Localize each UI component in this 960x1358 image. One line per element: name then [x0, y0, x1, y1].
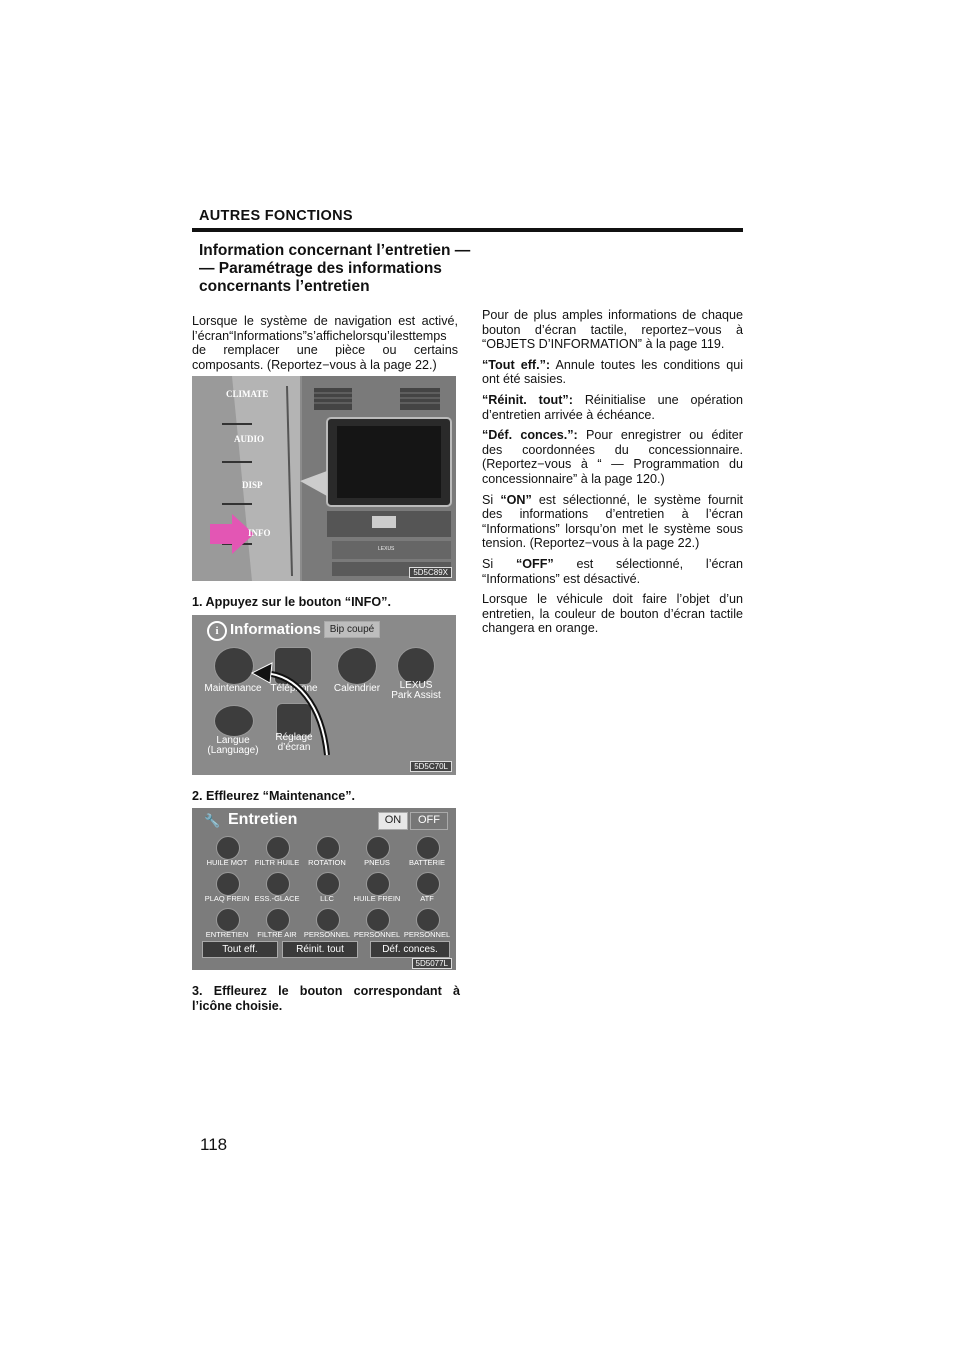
telephone-label: Téléphone — [270, 683, 318, 694]
dashboard-photo — [192, 376, 456, 581]
right-paragraph-2 — [482, 358, 743, 387]
right-paragraph-4 — [482, 428, 743, 486]
label-batterie: BATTERIE — [408, 858, 446, 867]
step-1: 1. Appuyez sur le bouton “INFO”. — [192, 595, 391, 609]
disp-button[interactable]: DISP — [242, 480, 263, 490]
maintenance-label: Maintenance — [204, 683, 262, 694]
label-plaq-frein: PLAQ FREIN — [204, 894, 250, 903]
pre-off: Si — [482, 556, 516, 571]
text-reset-all: Réinitialise une opération d’entretien arrivée à échéance. — [482, 392, 744, 422]
step-3: 3. Effleurez le bouton correspondant à l’icône choisie. — [192, 984, 460, 1013]
entretien-title: Entretien — [228, 811, 298, 828]
clear-all-button[interactable]: Tout eff. — [202, 941, 278, 958]
page-heading — [199, 242, 499, 296]
brake-fluid-icon[interactable] — [366, 872, 390, 896]
label-huile-mot: HUILE MOT — [206, 858, 248, 867]
term-reset-all: “Réinit. tout”: — [482, 392, 573, 407]
pre-on: Si — [482, 492, 501, 507]
air-filter-icon[interactable] — [266, 908, 290, 932]
informations-title: Informations — [230, 621, 321, 638]
heading-line-3: concernants l’entretien — [199, 278, 370, 295]
off-button[interactable]: OFF — [410, 812, 448, 830]
reset-all-button[interactable]: Réinit. tout — [282, 941, 358, 958]
right-paragraph-1: Pour de plus amples informations de chaque bouton d’écran tactile, reportez−vous à “OBJETS D’INFORMATION” à la page 119. — [482, 308, 743, 352]
term-dealer: “Déf. conces.”: — [482, 428, 578, 443]
display-settings-sub-label: d’écran — [277, 742, 311, 753]
label-huile-frein: HUILE FREIN — [353, 894, 401, 903]
label-personnel-2: PERSONNEL — [353, 930, 401, 939]
battery-icon[interactable] — [416, 836, 440, 860]
term-clear-all: “Tout eff.”: — [482, 357, 551, 372]
oil-icon[interactable] — [216, 836, 240, 860]
image-code-3: 5D5077L — [412, 958, 452, 969]
label-personnel-3: PERSONNEL — [403, 930, 451, 939]
brake-pad-icon[interactable] — [216, 872, 240, 896]
personal-icon-2[interactable] — [366, 908, 390, 932]
info-button[interactable]: INFO — [248, 528, 271, 538]
step-2: 2. Effleurez “Maintenance”. — [192, 789, 356, 803]
label-filtr-huile: FILTR HUILE — [254, 858, 300, 867]
section-title: AUTRES FONCTIONS — [199, 208, 353, 224]
service-icon[interactable] — [216, 908, 240, 932]
climate-button[interactable]: CLIMATE — [226, 389, 269, 399]
dashboard-illustration — [192, 376, 456, 581]
audio-button[interactable]: AUDIO — [234, 434, 265, 444]
atf-icon[interactable] — [416, 872, 440, 896]
curved-arrow-icon — [192, 615, 456, 775]
heading-line-2: — Paramétrage des informations — [199, 260, 442, 277]
intro-paragraph: Lorsque le système de navigation est activé, l’écran“Informations”s’affichelorsqu’ilesttemps de remplacer une pièce ou certains composants. (Reportez−vous à la page 22.) — [192, 314, 458, 372]
personal-icon-3[interactable] — [416, 908, 440, 932]
beep-off-button[interactable]: Bip coupé — [324, 621, 380, 638]
right-paragraph-6 — [482, 557, 743, 586]
oil-filter-icon[interactable] — [266, 836, 290, 860]
informations-screen — [192, 615, 456, 775]
rotation-icon[interactable] — [316, 836, 340, 860]
text-on: est sélectionné, le système fournit des informations d’entretien à l’écran “Informations” lorsqu’on met le système sous tension. (Reportez−vous à la page 22.) — [482, 492, 744, 551]
language-sub-label: (Language) — [207, 745, 259, 756]
display-settings-label: Réglage — [275, 732, 313, 743]
right-column — [482, 308, 743, 636]
label-pneus: PNEUS — [364, 858, 390, 867]
label-personnel-1: PERSONNEL — [303, 930, 351, 939]
right-paragraph-7: Lorsque le véhicule doit faire l’objet d’un entretien, la couleur de bouton d’écran tactile changera en orange. — [482, 592, 743, 636]
image-code-1: 5D5C89X — [409, 567, 452, 578]
park-assist-label: Park Assist — [391, 690, 441, 701]
lexus-label: LEXUS — [399, 680, 433, 691]
coolant-icon[interactable] — [316, 872, 340, 896]
personal-icon-1[interactable] — [316, 908, 340, 932]
dealer-set-button[interactable]: Déf. conces. — [370, 941, 450, 958]
label-ess-glace: ESS.-GLACE — [254, 894, 300, 903]
term-off: “OFF” — [515, 556, 554, 571]
text-clear-all: Annule toutes les conditions qui ont été saisies. — [482, 357, 743, 387]
right-paragraph-5 — [482, 493, 743, 551]
wiper-icon[interactable] — [266, 872, 290, 896]
tire-icon[interactable] — [366, 836, 390, 860]
entretien-screen — [192, 808, 456, 970]
text-dealer: Pour enregistrer ou éditer des coordonnées du concessionnaire. (Reportez−vous à “ — Programmation du concessionnaire” à la page 120.) — [482, 428, 744, 486]
page-number: 118 — [200, 1135, 228, 1154]
label-llc: LLC — [320, 894, 334, 903]
heading-line-1: Information concernant l’entretien — — [199, 242, 471, 259]
unit-brand-label: LEXUS — [378, 546, 395, 552]
image-code-2: 5D5C70L — [410, 761, 452, 772]
header-rule — [192, 228, 743, 232]
term-on: “ON” — [500, 492, 532, 507]
label-filtre-air: FILTRE AIR — [257, 930, 297, 939]
info-icon: i — [207, 621, 227, 641]
label-rotation: ROTATION — [308, 858, 346, 867]
calendar-label: Calendrier — [333, 683, 381, 694]
text-off: est sélectionné, l’écran “Informations” est désactivé. — [482, 556, 744, 586]
language-label: Langue — [216, 735, 250, 746]
right-paragraph-3 — [482, 393, 743, 422]
on-button[interactable]: ON — [378, 812, 408, 830]
wrench-icon: 🔧 — [204, 813, 221, 828]
label-entretien: ENTRETIEN — [205, 930, 249, 939]
label-atf: ATF — [420, 894, 434, 903]
